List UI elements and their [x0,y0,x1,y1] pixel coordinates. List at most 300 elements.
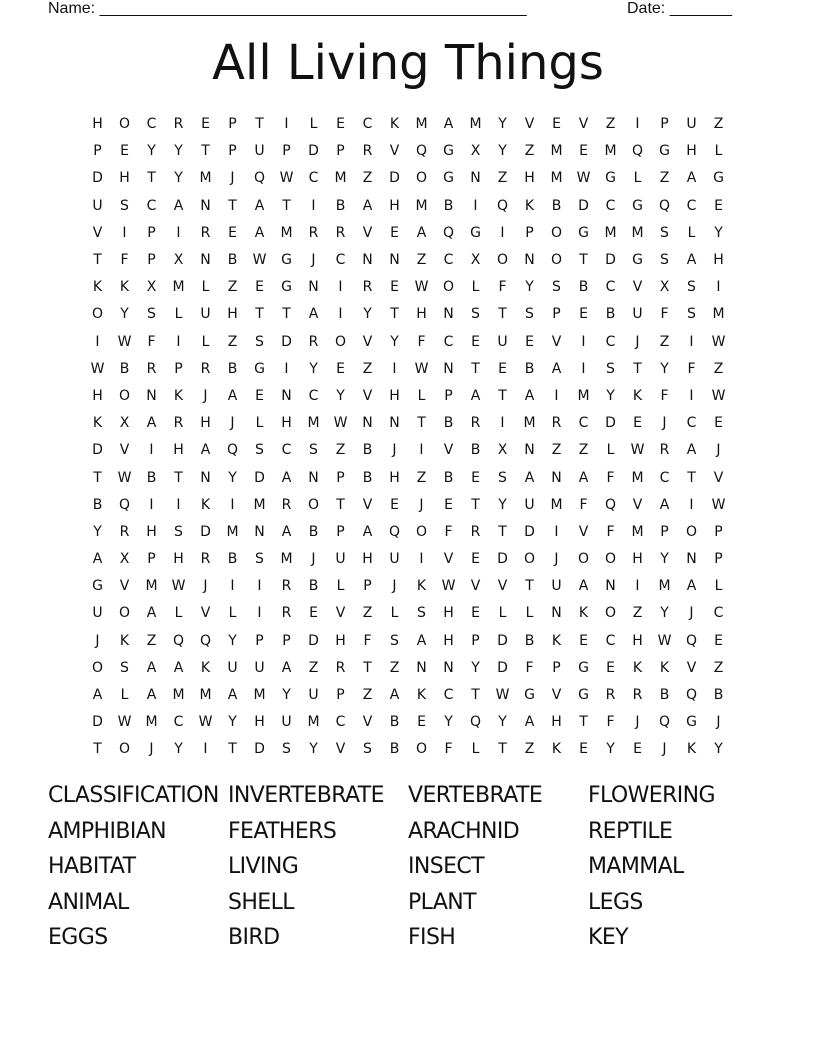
grid-letter: Y [93,523,102,540]
grid-letter: S [498,469,507,486]
grid-letter: V [443,551,454,568]
grid-letter: E [255,279,264,296]
grid-letter: J [662,415,667,432]
grid-letter: S [660,252,669,269]
grid-letter: R [281,578,292,595]
grid-letter: Q [442,224,455,241]
grid-letter: D [92,442,103,459]
grid-letter: D [92,170,103,187]
grid-letter: S [552,279,561,296]
grid-letter: A [146,687,157,704]
grid-letter: O [415,741,428,758]
grid-letter: J [392,442,397,459]
grid-letter: G [632,252,643,269]
grid-letter: L [228,605,237,622]
grid-letter: K [119,632,130,649]
grid-letter: T [363,659,372,676]
grid-letter: R [470,415,481,432]
grid-letter: R [659,442,670,459]
grid-letter: I [419,442,424,459]
grid-letter: K [686,741,697,758]
grid-letter: T [579,714,588,731]
grid-letter: H [92,387,103,404]
grid-letter: V [524,116,535,133]
grid-letter: P [228,116,237,133]
grid-letter: T [525,578,534,595]
grid-letter: N [200,469,211,486]
grid-row [84,437,732,464]
grid-letter: P [255,632,264,649]
grid-letter: S [660,224,669,241]
grid-letter: F [363,632,372,649]
grid-letter: J [311,252,316,269]
grid-letter: P [714,551,723,568]
grid-letter: A [227,687,238,704]
word-list-item: LIVING [228,854,299,880]
grid-letter: M [469,116,482,133]
grid-letter: H [146,523,157,540]
grid-letter: Y [228,632,237,649]
grid-letter: Q [199,632,212,649]
grid-letter: Y [309,360,318,377]
grid-letter: F [606,523,615,540]
grid-letter: N [443,306,454,323]
grid-letter: M [172,279,185,296]
grid-letter: W [279,170,294,187]
word-list-item: CLASSIFICATION [48,783,219,808]
grid-letter: U [497,333,508,350]
grid-letter: D [497,659,508,676]
grid-letter: E [120,143,129,160]
grid-letter: O [550,224,563,241]
grid-letter: P [525,224,534,241]
grid-row [84,220,732,247]
grid-letter: P [660,116,669,133]
grid-letter: Q [388,523,401,540]
grid-letter: N [389,415,400,432]
grid-letter: G [578,659,589,676]
grid-letter: E [471,469,480,486]
grid-letter: D [389,170,400,187]
grid-letter: Z [605,116,616,133]
grid-letter: I [284,116,289,133]
grid-letter: G [686,714,697,731]
grid-letter: M [280,224,293,241]
grid-letter: S [687,306,696,323]
grid-letter: D [200,523,211,540]
grid-row [84,736,732,763]
grid-letter: Q [118,496,131,513]
grid-letter: W [117,469,132,486]
grid-letter: F [525,659,534,676]
grid-letter: I [689,387,694,404]
grid-letter: N [200,252,211,269]
grid-letter: W [630,442,645,459]
grid-letter: I [392,360,397,377]
grid-letter: I [311,197,316,214]
grid-letter: E [336,360,345,377]
grid-letter: I [554,523,559,540]
grid-letter: L [255,415,264,432]
grid-row [84,628,732,655]
grid-letter: O [604,551,617,568]
grid-letter: A [578,469,589,486]
grid-letter: P [282,632,291,649]
grid-letter: H [227,306,238,323]
grid-letter: V [362,714,373,731]
grid-letter: N [362,252,373,269]
grid-letter: C [173,714,184,731]
grid-letter: R [362,143,373,160]
grid-letter: M [631,224,644,241]
grid-letter: I [176,333,181,350]
grid-letter: X [470,252,481,269]
grid-letter: A [362,523,373,540]
grid-letter: K [416,687,427,704]
grid-letter: H [389,387,400,404]
grid-letter: U [524,496,535,513]
grid-row [84,138,732,165]
grid-letter: Y [606,741,615,758]
grid-letter: R [551,415,562,432]
word-search-grid [84,111,732,764]
grid-letter: C [659,469,670,486]
grid-letter: Z [389,659,400,676]
grid-letter: B [92,496,103,513]
grid-letter: E [552,116,561,133]
grid-letter: K [551,632,562,649]
grid-letter: F [498,279,507,296]
grid-letter: R [200,224,211,241]
grid-letter: E [444,496,453,513]
grid-letter: J [230,415,235,432]
grid-letter: E [714,415,723,432]
grid-letter: X [659,279,670,296]
grid-letter: T [93,252,102,269]
grid-letter: H [362,551,373,568]
grid-letter: Y [282,687,291,704]
grid-letter: O [118,387,131,404]
grid-letter: T [471,496,480,513]
grid-letter: I [635,578,640,595]
grid-letter: H [200,415,211,432]
page-title: All Living Things [212,35,604,91]
grid-letter: S [687,279,696,296]
grid-letter: G [470,224,481,241]
grid-letter: G [632,197,643,214]
grid-letter: W [495,687,510,704]
grid-letter: B [362,442,373,459]
grid-letter: T [282,306,291,323]
grid-letter: B [659,687,670,704]
grid-letter: S [606,360,615,377]
grid-letter: A [146,659,157,676]
grid-letter: N [551,469,562,486]
grid-letter: L [417,387,426,404]
grid-letter: T [228,197,237,214]
grid-letter: D [605,415,616,432]
grid-letter: V [119,442,130,459]
grid-letter: M [307,415,320,432]
grid-letter: I [95,333,100,350]
word-list-item: REPTILE [588,818,673,844]
grid-letter: I [581,360,586,377]
grid-letter: G [578,687,589,704]
grid-letter: V [686,659,697,676]
grid-letter: A [416,632,427,649]
grid-letter: A [281,659,292,676]
grid-letter: E [390,279,399,296]
grid-letter: F [147,333,156,350]
grid-letter: G [713,170,724,187]
grid-letter: G [92,578,103,595]
grid-letter: W [198,714,213,731]
grid-row [84,329,732,356]
grid-letter: J [203,578,208,595]
grid-letter: R [632,687,643,704]
grid-letter: E [228,224,237,241]
grid-letter: A [686,170,697,187]
grid-letter: V [362,333,373,350]
grid-letter: H [335,632,346,649]
grid-letter: T [93,469,102,486]
grid-letter: W [711,333,726,350]
grid-letter: H [389,469,400,486]
grid-letter: B [605,306,616,323]
grid-letter: S [309,442,318,459]
word-list-item: BIRD [228,925,280,951]
word-list-item: ANIMAL [48,889,129,915]
grid-letter: I [149,442,154,459]
grid-letter: I [500,415,505,432]
grid-letter: T [471,687,480,704]
grid-letter: Z [362,687,373,704]
grid-letter: C [578,415,589,432]
grid-letter: E [714,632,723,649]
grid-letter: G [443,170,454,187]
grid-letter: A [281,523,292,540]
grid-letter: Y [444,714,453,731]
grid-letter: V [551,333,562,350]
grid-letter: Y [498,143,507,160]
grid-letter: Y [174,741,183,758]
grid-letter: G [281,279,292,296]
grid-letter: B [362,469,373,486]
grid-letter: Y [174,143,183,160]
grid-letter: B [713,687,724,704]
grid-letter: D [524,523,535,540]
grid-letter: A [470,387,481,404]
grid-letter: H [254,714,265,731]
grid-letter: H [416,306,427,323]
grid-letter: R [362,279,373,296]
grid-letter: U [686,116,697,133]
grid-letter: X [470,143,481,160]
grid-letter: K [416,578,427,595]
grid-letter: H [389,197,400,214]
grid-letter: L [687,224,696,241]
grid-letter: S [255,442,264,459]
grid-letter: O [604,605,617,622]
grid-letter: P [93,143,102,160]
grid-letter: J [662,741,667,758]
grid-letter: L [336,578,345,595]
grid-letter: M [712,306,725,323]
grid-letter: I [554,387,559,404]
grid-letter: P [336,523,345,540]
grid-letter: Z [551,442,562,459]
grid-letter: U [632,306,643,323]
grid-letter: B [335,197,346,214]
grid-letter: T [255,306,264,323]
grid-letter: C [308,387,319,404]
grid-letter: Q [685,687,698,704]
grid-letter: O [334,333,347,350]
grid-letter: E [309,605,318,622]
grid-letter: V [119,578,130,595]
grid-letter: L [525,605,534,622]
grid-letter: H [524,170,535,187]
grid-letter: O [91,659,104,676]
grid-letter: Y [336,387,345,404]
grid-letter: F [606,469,615,486]
grid-letter: P [282,143,291,160]
grid-letter: L [471,279,480,296]
grid-letter: H [119,170,130,187]
grid-row [84,573,732,600]
grid-letter: M [253,496,266,513]
grid-letter: N [308,469,319,486]
grid-letter: W [711,387,726,404]
grid-letter: V [578,116,589,133]
grid-letter: A [686,442,697,459]
grid-letter: D [92,714,103,731]
grid-letter: N [146,387,157,404]
grid-letter: M [172,687,185,704]
grid-letter: Z [524,741,535,758]
grid-letter: C [605,197,616,214]
grid-letter: E [390,224,399,241]
grid-letter: O [550,252,563,269]
grid-letter: O [415,170,428,187]
grid-letter: J [635,333,640,350]
grid-letter: E [579,143,588,160]
grid-letter: V [335,605,346,622]
grid-letter: J [392,578,397,595]
grid-letter: I [122,224,127,241]
grid-letter: N [686,551,697,568]
name-field-label: Name: ________________________________________________ [48,0,527,17]
grid-letter: A [524,469,535,486]
grid-letter: A [524,387,535,404]
grid-letter: Z [713,659,724,676]
grid-letter: S [282,741,291,758]
grid-letter: Y [714,741,723,758]
grid-letter: R [605,687,616,704]
grid-letter: V [578,523,589,540]
grid-letter: H [632,551,643,568]
grid-letter: A [146,605,157,622]
grid-letter: B [389,714,400,731]
grid-letter: H [281,415,292,432]
grid-letter: P [174,360,183,377]
grid-letter: M [604,224,617,241]
grid-letter: I [581,333,586,350]
grid-letter: Y [660,605,669,622]
grid-letter: T [498,741,507,758]
grid-letter: G [281,252,292,269]
grid-letter: I [176,224,181,241]
grid-letter: Z [713,116,724,133]
grid-letter: I [338,279,343,296]
grid-letter: T [687,469,696,486]
grid-letter: J [716,442,721,459]
grid-letter: L [174,306,183,323]
grid-letter: U [227,659,238,676]
grid-letter: S [417,605,426,622]
grid-letter: S [147,306,156,323]
grid-letter: R [335,224,346,241]
grid-letter: R [173,415,184,432]
grid-letter: V [362,387,373,404]
grid-letter: Q [685,632,698,649]
grid-letter: T [147,170,156,187]
grid-letter: S [120,197,129,214]
grid-letter: Y [525,279,534,296]
grid-letter: S [255,333,264,350]
grid-letter: M [253,687,266,704]
grid-letter: H [686,143,697,160]
grid-letter: R [470,523,481,540]
grid-letter: P [147,224,156,241]
grid-letter: I [500,224,505,241]
grid-letter: A [686,578,697,595]
grid-letter: V [92,224,103,241]
grid-letter: A [389,687,400,704]
grid-letter: Q [415,143,428,160]
grid-letter: C [146,116,157,133]
grid-letter: Z [227,333,238,350]
grid-letter: U [254,659,265,676]
grid-letter: E [633,415,642,432]
grid-letter: T [633,360,642,377]
grid-letter: G [578,224,589,241]
grid-letter: O [577,551,590,568]
grid-letter: F [687,360,696,377]
grid-letter: J [230,170,235,187]
grid-letter: N [443,360,454,377]
grid-letter: X [119,551,130,568]
grid-letter: I [230,496,235,513]
grid-letter: V [335,741,346,758]
grid-letter: C [443,252,454,269]
grid-letter: J [203,387,208,404]
grid-letter: S [120,659,129,676]
grid-letter: C [605,279,616,296]
grid-letter: N [551,605,562,622]
grid-letter: E [579,632,588,649]
grid-letter: A [146,415,157,432]
grid-letter: Q [469,714,482,731]
grid-letter: N [254,523,265,540]
grid-letter: K [200,496,211,513]
grid-letter: P [552,306,561,323]
grid-letter: Z [362,605,373,622]
grid-letter: X [173,252,184,269]
grid-letter: W [414,279,429,296]
grid-letter: W [711,496,726,513]
grid-letter: L [201,279,210,296]
